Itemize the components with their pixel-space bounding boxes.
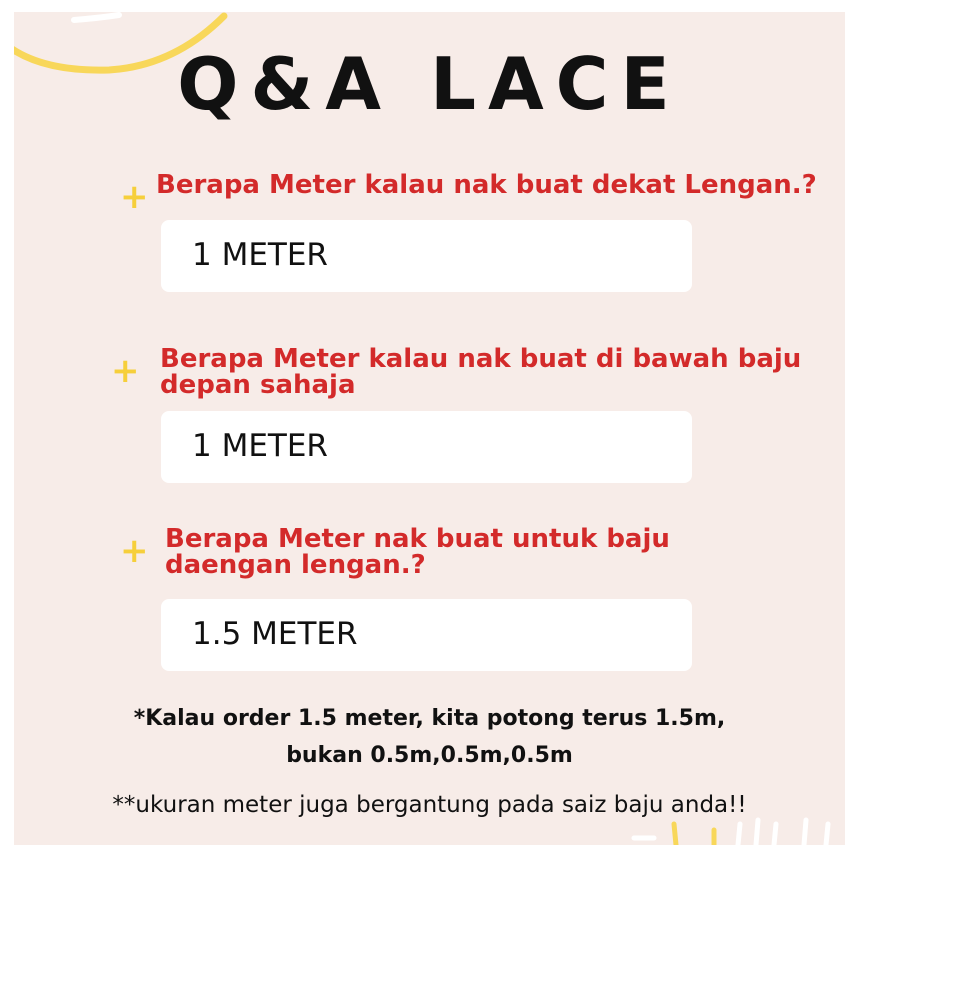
white-dashes-decoration <box>634 820 828 845</box>
answer-box-3 <box>161 599 692 671</box>
page-title: Q&A LACE <box>177 42 682 126</box>
size-footnote: **ukuran meter juga bergantung pada saiz baju anda!! <box>112 792 747 818</box>
question-1: Berapa Meter kalau nak buat dekat Lengan.? <box>156 170 817 200</box>
answer-box-1 <box>161 220 692 292</box>
answer-box-2 <box>161 411 692 483</box>
question-2: Berapa Meter kalau nak buat di bawah baju depan sahaja <box>160 344 802 400</box>
qa-card <box>14 12 845 845</box>
question-3: Berapa Meter nak buat untuk baju daengan lengan.? <box>165 524 670 580</box>
answer-2: 1 METER <box>192 428 328 464</box>
answer-3: 1.5 METER <box>192 616 358 652</box>
yellow-dashes-decoration <box>674 824 714 845</box>
answer-1: 1 METER <box>192 237 328 273</box>
plus-icon: + <box>120 531 149 571</box>
order-note: *Kalau order 1.5 meter, kita potong terus 1.5m, bukan 0.5m,0.5m,0.5m <box>133 706 726 768</box>
plus-icon: + <box>111 351 140 391</box>
white-swoosh-decoration <box>74 15 119 20</box>
plus-icon: + <box>120 177 149 217</box>
